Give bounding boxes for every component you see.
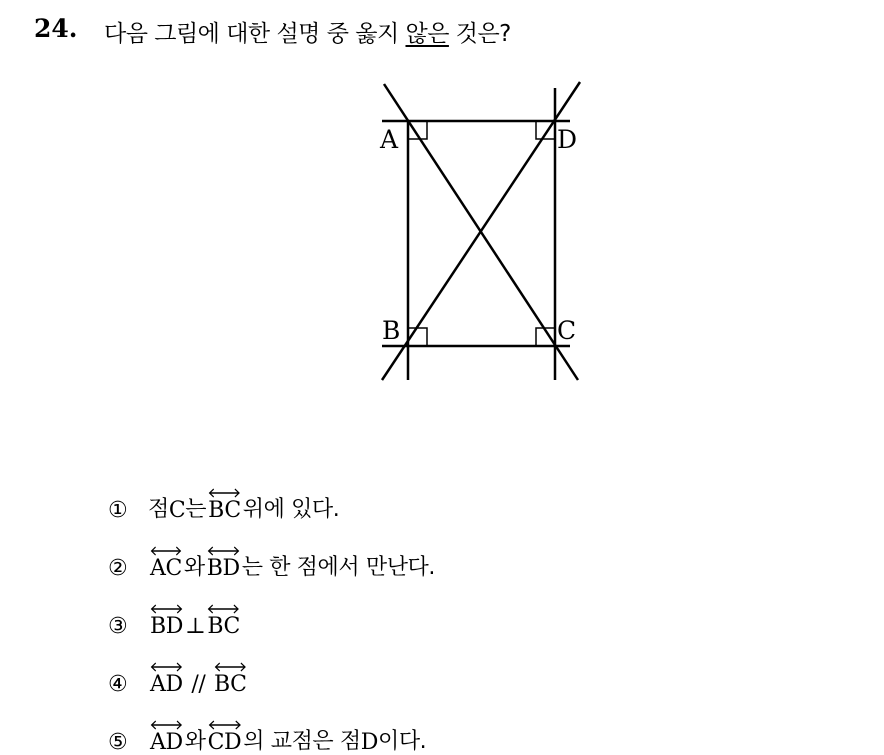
answer-options [108, 465, 435, 755]
double-arrow-icon [207, 546, 240, 556]
option-4[interactable] [108, 639, 435, 697]
label-c: C [557, 316, 577, 345]
question-text-before: 다음 그림에 대한 설명 중 옳지 [104, 21, 406, 47]
option-2[interactable] [108, 523, 435, 581]
option-3[interactable] [108, 581, 435, 639]
option-marker: ④ [108, 672, 128, 697]
option-marker: ⑤ [108, 730, 128, 755]
question-text-after: 것은? [448, 21, 511, 47]
double-arrow-icon [150, 546, 182, 556]
option-text: 이다. [377, 729, 427, 754]
rectangle-figure [370, 78, 600, 398]
double-arrow-icon [214, 662, 247, 672]
option-marker: ① [108, 498, 128, 523]
point-label: C [168, 498, 186, 523]
double-arrow-icon [150, 662, 183, 672]
option-text: 점 [148, 497, 169, 522]
relation-symbol: // [184, 672, 212, 697]
label-a: A [380, 125, 399, 154]
double-arrow-icon [207, 604, 240, 614]
option-1[interactable] [108, 465, 435, 523]
label-b: B [382, 316, 401, 345]
double-arrow-icon [150, 604, 183, 614]
option-marker: ③ [108, 614, 128, 639]
line-symbol: AD [150, 662, 183, 697]
double-arrow-icon [208, 488, 241, 498]
line-symbol: BD [207, 546, 240, 581]
line-symbol: AC [150, 546, 182, 581]
option-text: 의 교점은 점 [243, 729, 361, 754]
line-symbol: CD [208, 720, 242, 755]
line-symbol: AD [150, 720, 183, 755]
line-symbol: BC [207, 604, 240, 639]
option-text: 는 [185, 497, 207, 522]
question-text [104, 15, 511, 48]
double-arrow-icon [208, 720, 242, 730]
question-number: 24. [34, 14, 78, 43]
point-label: D [360, 730, 378, 755]
line-symbol: BC [214, 662, 247, 697]
option-text: 와 [183, 555, 205, 580]
double-arrow-icon [150, 720, 183, 730]
line-symbol: BC [208, 488, 241, 523]
question-text-underlined: 않은 [405, 21, 449, 47]
label-d: D [557, 125, 578, 154]
relation-symbol: ⊥ [185, 614, 206, 639]
option-5[interactable] [108, 697, 435, 755]
option-text: 는 한 점에서 만난다. [241, 555, 435, 580]
line-symbol: BD [150, 604, 183, 639]
option-marker: ② [108, 556, 128, 581]
option-text: 와 [184, 729, 206, 754]
option-text: 위에 있다. [242, 497, 340, 522]
